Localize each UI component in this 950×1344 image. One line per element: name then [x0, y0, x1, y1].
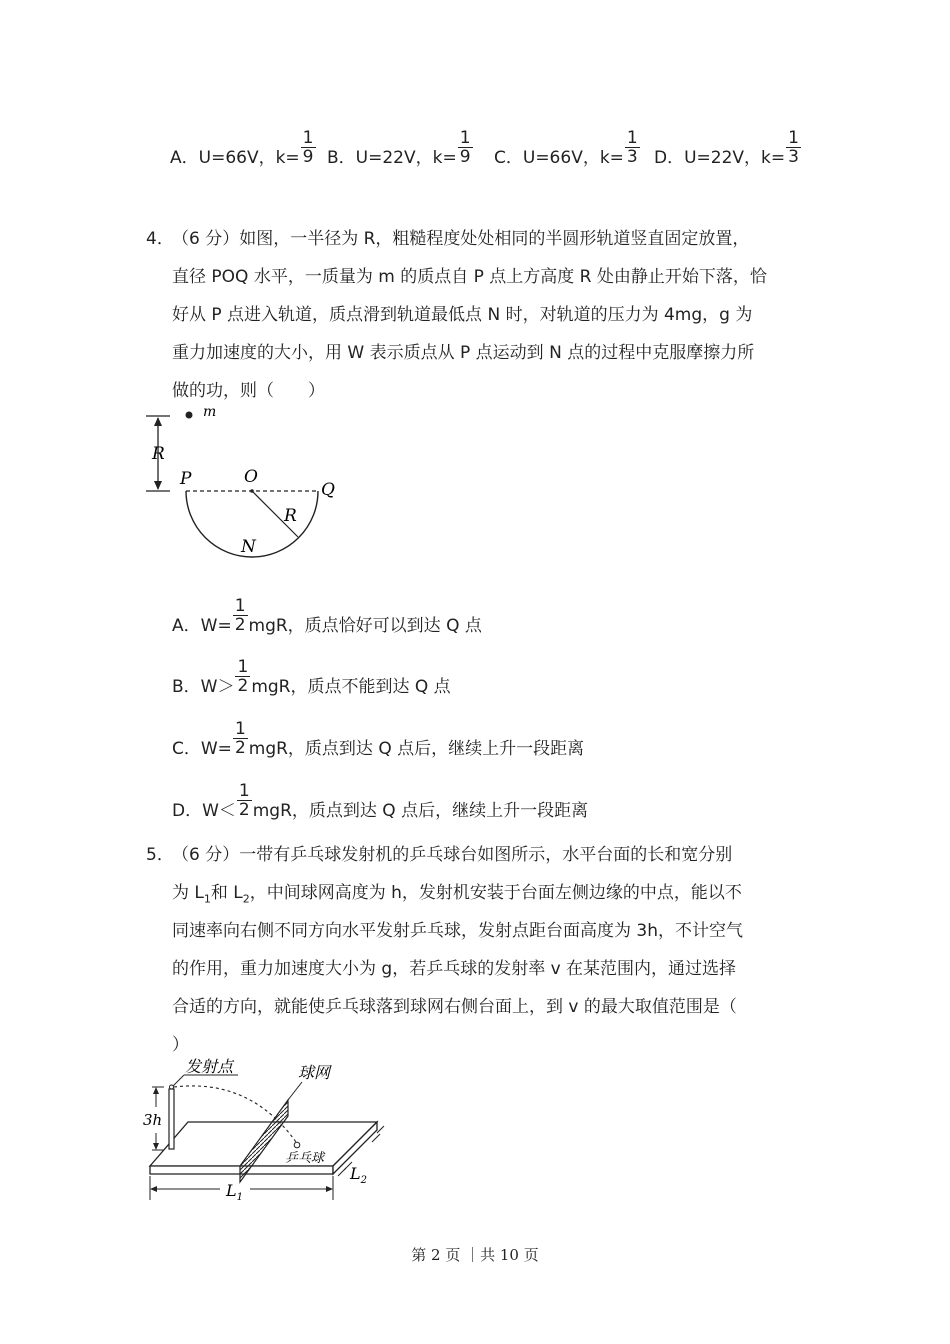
q4-option-c: C．W= $\frac{1}{2}$ mgR，质点到达 Q 点后，继续上升一段距离	[172, 719, 585, 759]
q4-line: 好从 P 点进入轨道，质点滑到轨道最低点 N 时，对轨道的压力为 4mg，g 为	[172, 305, 753, 325]
label-n: N	[241, 537, 256, 557]
label-ball: 乒乓球	[285, 1151, 325, 1166]
label-l1: $L_1$	[226, 1181, 243, 1203]
q5-line: 同速率向右侧不同方向水平发射乒乓球，发射点距台面高度为 3h，不计空气	[172, 921, 743, 941]
label-launch-point: 发射点	[185, 1058, 234, 1076]
fraction: $\frac{1}{2}$	[237, 657, 249, 696]
label-net: 球网	[298, 1063, 331, 1082]
label-q: Q	[321, 480, 335, 500]
q4-line: 重力加速度的大小，用 W 表示质点从 P 点运动到 N 点的过程中克服摩擦力所	[172, 343, 755, 363]
label-r-radius: R	[284, 506, 297, 526]
q5-line: （6 分）一带有乒乓球发射机的乒乓球台如图所示，水平台面的长和宽分别	[172, 845, 733, 865]
q5-line: ）	[172, 1035, 189, 1055]
q4-line: （6 分）如图，一半径为 R，粗糙程度处处相同的半圆形轨道竖直固定放置，	[172, 229, 750, 249]
q3-option-a: A．U=66V，k= $\frac{1}{9}$	[170, 128, 314, 168]
q4-number: 4．	[146, 229, 174, 249]
label-r-vertical: R	[152, 444, 165, 464]
page-footer: 第 2 页 ｜共 10 页	[411, 1246, 539, 1264]
q4-option-a: A．W= $\frac{1}{2}$ mgR，质点恰好可以到达 Q 点	[172, 596, 482, 636]
q3-option-d: D．U=22V，k= $\frac{1}{3}$	[654, 128, 799, 168]
q5-number: 5．	[146, 845, 174, 865]
fraction: $\frac{1}{2}$	[234, 719, 246, 758]
q5-line: 为 $L_1$和 $L_2$，中间球网高度为 h，发射机安装于台面左侧边缘的中点，能以不	[172, 883, 742, 906]
fraction: $\frac{1}{3}$	[788, 128, 799, 167]
fraction: $\frac{1}{9}$	[302, 128, 314, 167]
q5-line: 的作用，重力加速度大小为 g，若乒乓球的发射率 v 在某范围内，通过选择	[172, 959, 737, 979]
ball-icon	[294, 1142, 300, 1148]
fraction: $\frac{1}{2}$	[238, 781, 250, 820]
label-l2: $L_2$	[350, 1164, 367, 1186]
q4-line: 做的功，则（ ）	[172, 381, 325, 401]
q3-option-b: B．U=22V，k= $\frac{1}{9}$	[327, 128, 471, 168]
mass-dot	[186, 412, 193, 419]
label-o: O	[244, 467, 258, 487]
q5-table-tennis-figure	[140, 1058, 390, 1208]
q4-option-d: D．W＜ $\frac{1}{2}$ mgR，质点到达 Q 点后，继续上升一段距离	[172, 781, 589, 821]
fraction: $\frac{1}{2}$	[234, 596, 246, 635]
label-p: P	[180, 469, 192, 489]
label-3h: 3h	[143, 1111, 163, 1129]
q3-option-c: C．U=66V，k= $\frac{1}{3}$	[494, 128, 638, 168]
fraction: $\frac{1}{9}$	[459, 128, 471, 167]
q5-line: 合适的方向，就能使乒乓球落到球网右侧台面上，到 v 的最大取值范围是（	[172, 997, 737, 1017]
fraction: $\frac{1}{3}$	[626, 128, 638, 167]
label-m: m	[203, 404, 217, 420]
q4-semicircle-figure	[140, 400, 360, 565]
q4-option-b: B．W＞ $\frac{1}{2}$ mgR，质点不能到达 Q 点	[172, 657, 451, 697]
q4-line: 直径 POQ 水平，一质量为 m 的质点自 P 点上方高度 R 处由静止开始下落，恰	[172, 267, 767, 287]
